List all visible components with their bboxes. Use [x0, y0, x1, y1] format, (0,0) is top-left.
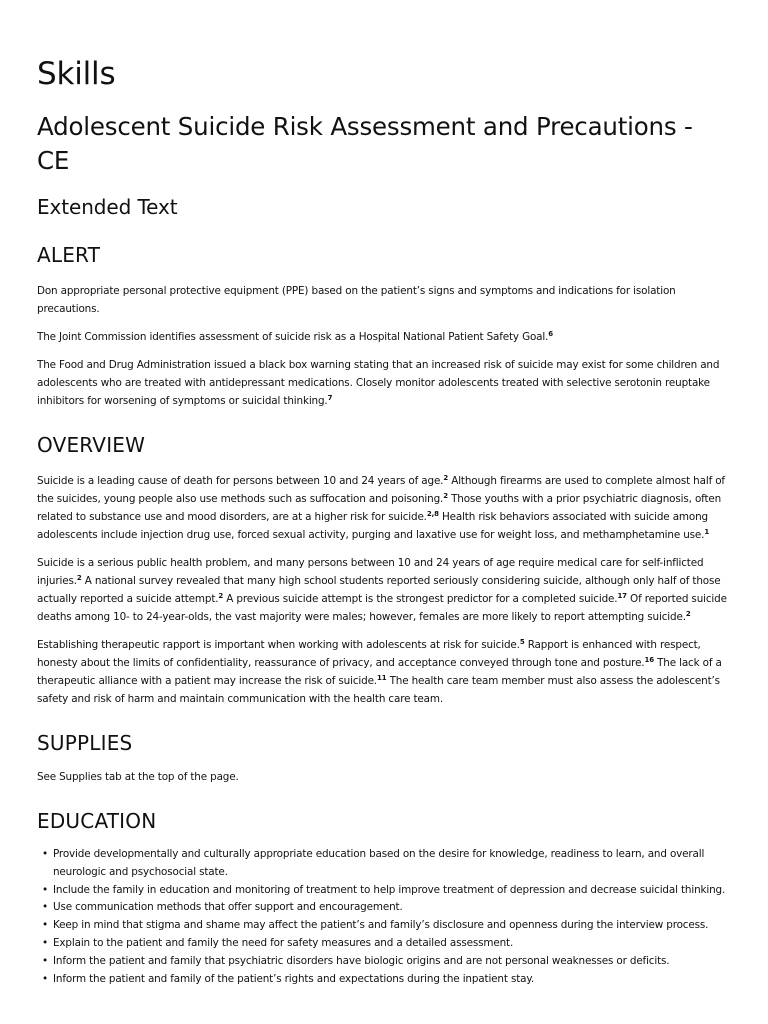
list-item — [42, 899, 731, 917]
overview-text: Suicide is a serious public health problem, and many persons between 10 and 24 years of age require medical care for self-inflicted injuries. — [37, 557, 704, 587]
bullet-icon: • — [42, 919, 48, 932]
bullet-icon: • — [42, 883, 48, 896]
overview-paragraph — [37, 472, 731, 544]
citation-ref: 2 — [76, 574, 82, 582]
list-item-text: Inform the patient and family that psychiatric disorders have biologic origins and are not personal weaknesses or deficits. — [53, 954, 670, 967]
citation-ref: 2 — [443, 474, 449, 482]
citation-ref: 7 — [327, 394, 333, 402]
alert-paragraph — [37, 328, 731, 346]
overview-text: Rapport is enhanced with respect, honesty about the limits of confidentiality, reassurance of privacy, and acceptance conveyed through tone and posture. — [37, 639, 701, 669]
bullet-icon: • — [42, 936, 48, 949]
citation-ref: 2 — [685, 610, 691, 618]
overview-text: Of reported suicide deaths among 10- to 24-year-olds, the vast majority were males; however, females are more likely to report attempting suicide. — [37, 593, 727, 623]
citation-ref: 17 — [617, 592, 627, 600]
supplies-text: See Supplies tab at the top of the page. — [37, 771, 239, 783]
overview-text: A previous suicide attempt is the strongest predictor for a completed suicide. — [223, 593, 618, 605]
citation-ref: 2,8 — [426, 510, 439, 518]
list-item — [42, 846, 731, 882]
supplies-section — [37, 728, 731, 786]
list-item — [42, 971, 731, 989]
bullet-icon: • — [42, 848, 48, 860]
overview-text: Although firearms are used to complete almost half of the suicides, young people also use methods such as suffocation and poisoning. — [37, 475, 725, 505]
overview-text: The health care team member must also assess the adolescent’s safety and risk of harm and maintain communication with the health care team. — [37, 675, 720, 705]
list-item — [42, 917, 731, 935]
alert-section — [37, 240, 731, 410]
citation-ref: 5 — [519, 638, 525, 646]
overview-text: Suicide is a leading cause of death for persons between 10 and 24 years of age. — [37, 475, 444, 487]
list-item — [42, 935, 731, 953]
list-item-text: Inform the patient and family of the patient’s rights and expectations during the inpatient stay. — [53, 972, 535, 985]
education-heading: EDUCATION — [37, 809, 157, 833]
page-category: Skills — [37, 56, 116, 92]
alert-heading: ALERT — [37, 243, 101, 267]
citation-ref: 2 — [218, 592, 224, 600]
bullet-icon: • — [42, 972, 48, 985]
list-item — [42, 882, 731, 900]
overview-text: The lack of a therapeutic alliance with a patient may increase the risk of suicide. — [37, 657, 722, 687]
overview-text: A national survey revealed that many high school students reported seriously considering suicide, although only half of those actually reported a suicide attempt. — [37, 575, 721, 605]
bullet-icon: • — [42, 901, 48, 914]
list-item-text: Provide developmentally and culturally appropriate education based on the desire for knowledge, readiness to learn, and overall neurologic and psychosocial state. — [53, 848, 705, 878]
citation-ref: 1 — [704, 528, 710, 536]
list-item — [42, 953, 731, 971]
list-item-text: Include the family in education and monitoring of treatment to help improve treatment of depression and decrease suicidal thinking. — [53, 883, 726, 896]
citation-ref: 2 — [443, 492, 448, 500]
overview-text: Those youths with a prior psychiatric diagnosis, often related to substance use and mood disorders, are at a higher risk for suicide. — [37, 493, 722, 523]
page-title: Adolescent Suicide Risk Assessment and Precautions - CE — [37, 112, 693, 175]
list-item-text: Explain to the patient and family the need for safety measures and a detailed assessment. — [53, 936, 514, 949]
citation-ref: 16 — [644, 656, 654, 664]
overview-section — [37, 430, 731, 708]
overview-paragraph — [37, 554, 731, 626]
bullet-icon: • — [42, 954, 48, 967]
overview-paragraph — [37, 636, 731, 708]
list-item-text: Keep in mind that stigma and shame may affect the patient’s and family’s disclosure and openness during the interview process. — [53, 919, 709, 932]
page-subtitle: Extended Text — [37, 195, 178, 219]
education-section — [37, 806, 731, 988]
education-list — [37, 846, 731, 988]
citation-ref: 11 — [376, 674, 387, 682]
citation-ref: 6 — [548, 330, 554, 338]
overview-heading: OVERVIEW — [37, 433, 146, 457]
overview-text: Establishing therapeutic rapport is important when working with adolescents at risk for suicide. — [37, 639, 520, 651]
alert-text: The Joint Commission identifies assessment of suicide risk as a Hospital National Patient Safety Goal. — [37, 331, 549, 343]
overview-text: Health risk behaviors associated with suicide among adolescents include injection drug use, forced sexual activity, purging and laxative use for weight loss, and methamphetamine use. — [37, 511, 708, 541]
alert-paragraph — [37, 356, 731, 410]
supplies-heading: SUPPLIES — [37, 731, 133, 755]
alert-text: Don appropriate personal protective equipment (PPE) based on the patient’s signs and symptoms and indications for isolation precautions. — [37, 285, 676, 315]
list-item-text: Use communication methods that offer support and encouragement. — [53, 901, 403, 914]
alert-paragraph — [37, 282, 731, 318]
alert-text: The Food and Drug Administration issued a black box warning stating that an increased risk of suicide may exist for some children and adolescents who are treated with antidepressant medications. Closely monitor adolescents treated with selective serotonin reuptake inhibitors for worsening of symptoms or suicidal thinking. — [37, 359, 720, 407]
